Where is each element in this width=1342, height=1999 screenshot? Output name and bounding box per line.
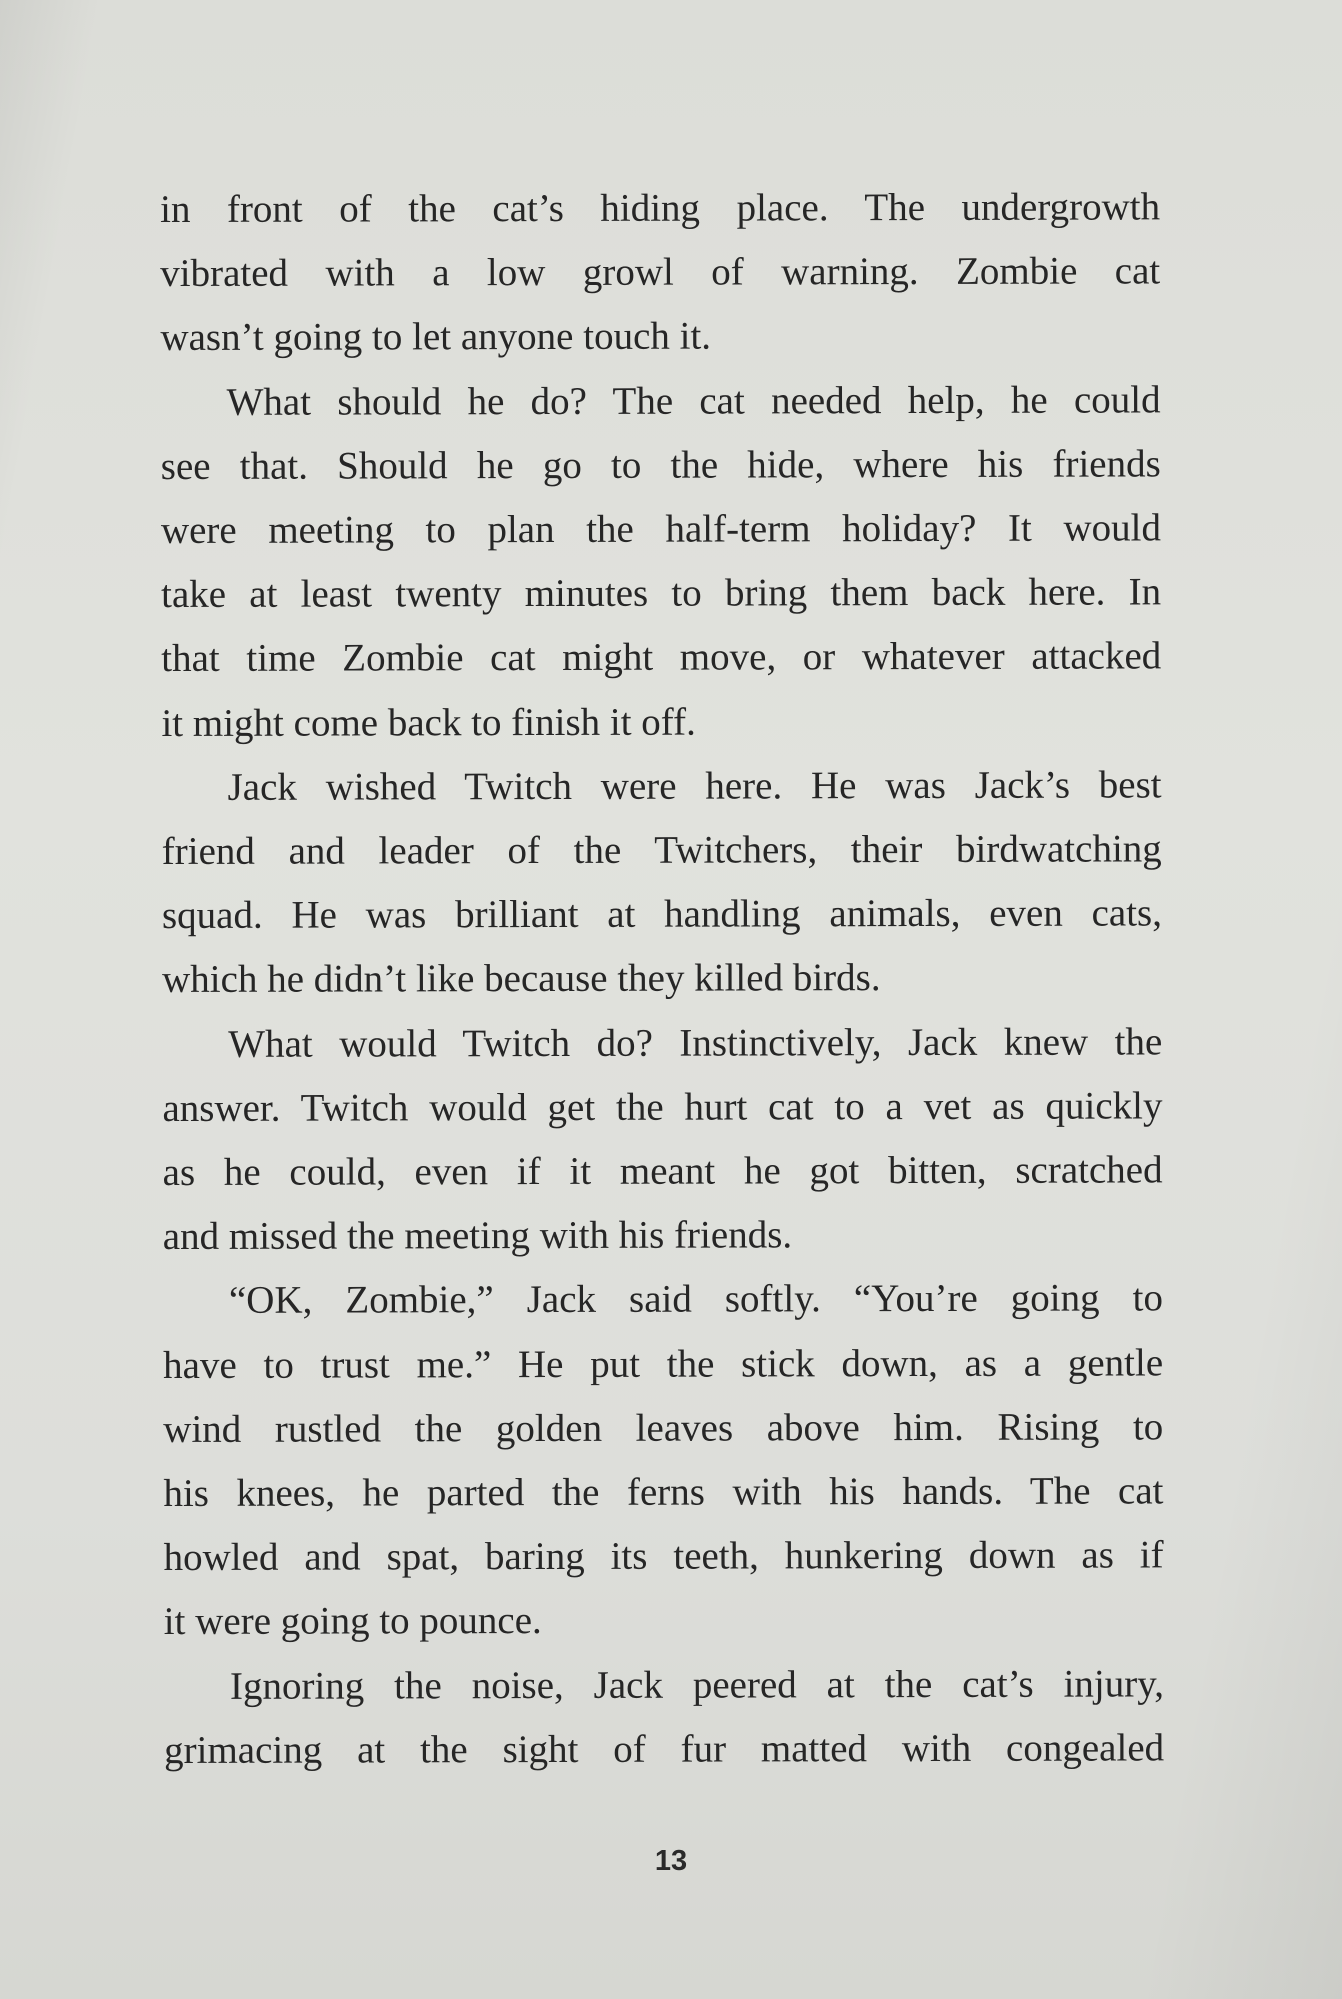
text-line: which he didn’t like because they killed birds. — [162, 956, 881, 1002]
text-line: wind rustled the golden leaves above him. Rising to — [163, 1405, 1164, 1451]
text-line: wasn’t going to let anyone touch it. — [160, 314, 712, 360]
text-line: and missed the meeting with his friends. — [162, 1213, 793, 1259]
text-line: answer. Twitch would get the hurt cat to a vet as quickly — [162, 1084, 1163, 1130]
text-line: friend and leader of the Twitchers, their birdwatching — [161, 827, 1162, 874]
text-line: vibrated with a low growl of warning. Zombie cat — [160, 249, 1161, 296]
text-line: Ignoring the noise, Jack peered at the cat’s injury, — [229, 1662, 1165, 1708]
text-line: have to trust me.” He put the stick down, as a gentle — [163, 1341, 1164, 1387]
text-line: as he could, even if it meant he got bitten, scratched — [162, 1148, 1163, 1195]
text-line: take at least twenty minutes to bring them back here. In — [161, 570, 1162, 617]
text-line: his knees, he parted the ferns with his hands. The cat — [163, 1469, 1164, 1516]
text-line: it might come back to finish it off. — [161, 700, 696, 745]
text-line: “OK, Zombie,” Jack said softly. “You’re going to — [228, 1276, 1163, 1323]
text-line: see that. Should he go to the hide, where his friends — [160, 442, 1161, 488]
text-line: squad. He was brilliant at handling animals, even cats, — [161, 891, 1162, 938]
body-text — [160, 175, 1164, 1783]
text-line: What should he do? The cat needed help, he could — [226, 377, 1161, 424]
page-number: 13 — [654, 1845, 688, 1877]
text-line: Jack wished Twitch were here. He was Jack’s best — [227, 763, 1162, 809]
text-line: grimacing at the sight of fur matted with congealed — [164, 1726, 1165, 1772]
text-line: that time Zombie cat might move, or whatever attacked — [161, 634, 1162, 681]
text-line: howled and spat, baring its teeth, hunkering down as if — [163, 1533, 1164, 1580]
text-line: it were going to pounce. — [163, 1599, 542, 1644]
text-line: were meeting to plan the half-term holiday? It would — [160, 506, 1161, 553]
text-line: What would Twitch do? Instinctively, Jack knew the — [228, 1020, 1163, 1066]
text-line: in front of the cat’s hiding place. The undergrowth — [160, 185, 1161, 231]
